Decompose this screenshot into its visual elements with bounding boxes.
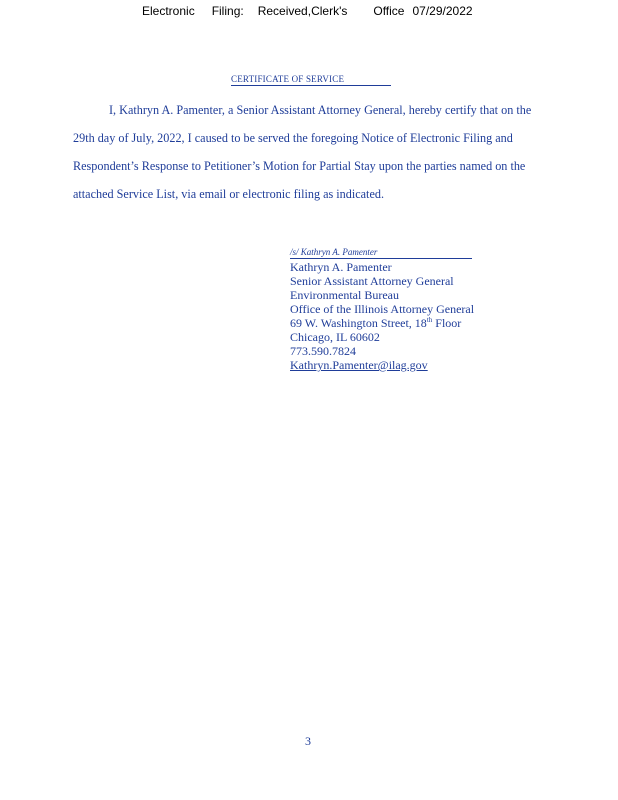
address-ordinal: th [426, 316, 433, 324]
signer-address [290, 316, 530, 330]
certificate-title: CERTIFICATE OF SERVICE [231, 74, 391, 86]
certificate-text: I, Kathryn A. Pamenter, a Senior Assistant Attorney General, hereby certify that on the 29th day of July, 2022, I caused to be served the foregoing Notice of Electronic Filing and Respondent’s Response to Petitioner’s Motion for Partial Stay upon the parties named on the attached Service List, via email or electronic filing as indicated. [73, 103, 532, 201]
signer-name: Kathryn A. Pamenter [290, 260, 392, 274]
signer-phone: 773.590.7824 [290, 344, 356, 358]
electronic-filing-stamp [142, 4, 473, 18]
signer-city: Chicago, IL 60602 [290, 330, 380, 344]
page-number: 3 [305, 734, 311, 748]
signer-position: Senior Assistant Attorney General [290, 274, 454, 288]
stamp-part-filing: Filing: [211, 4, 244, 18]
signer-office: Office of the Illinois Attorney General [290, 302, 475, 316]
signer-bureau: Environmental Bureau [290, 288, 399, 302]
stamp-part-office: Office [373, 4, 405, 18]
signer-email-link[interactable]: Kathryn.Pamenter@ilag.gov [290, 358, 428, 372]
stamp-date: 07/29/2022 [412, 4, 473, 18]
stamp-part-electronic: Electronic [142, 4, 195, 18]
signature-block [290, 260, 530, 372]
address-floor: Floor [432, 316, 462, 330]
electronic-signature: /s/ Kathryn A. Pamenter [290, 247, 472, 259]
address-street: 69 W. Washington Street, 18 [290, 316, 427, 330]
certificate-paragraph [73, 96, 553, 208]
stamp-part-received: Received,Clerk's [257, 4, 348, 18]
